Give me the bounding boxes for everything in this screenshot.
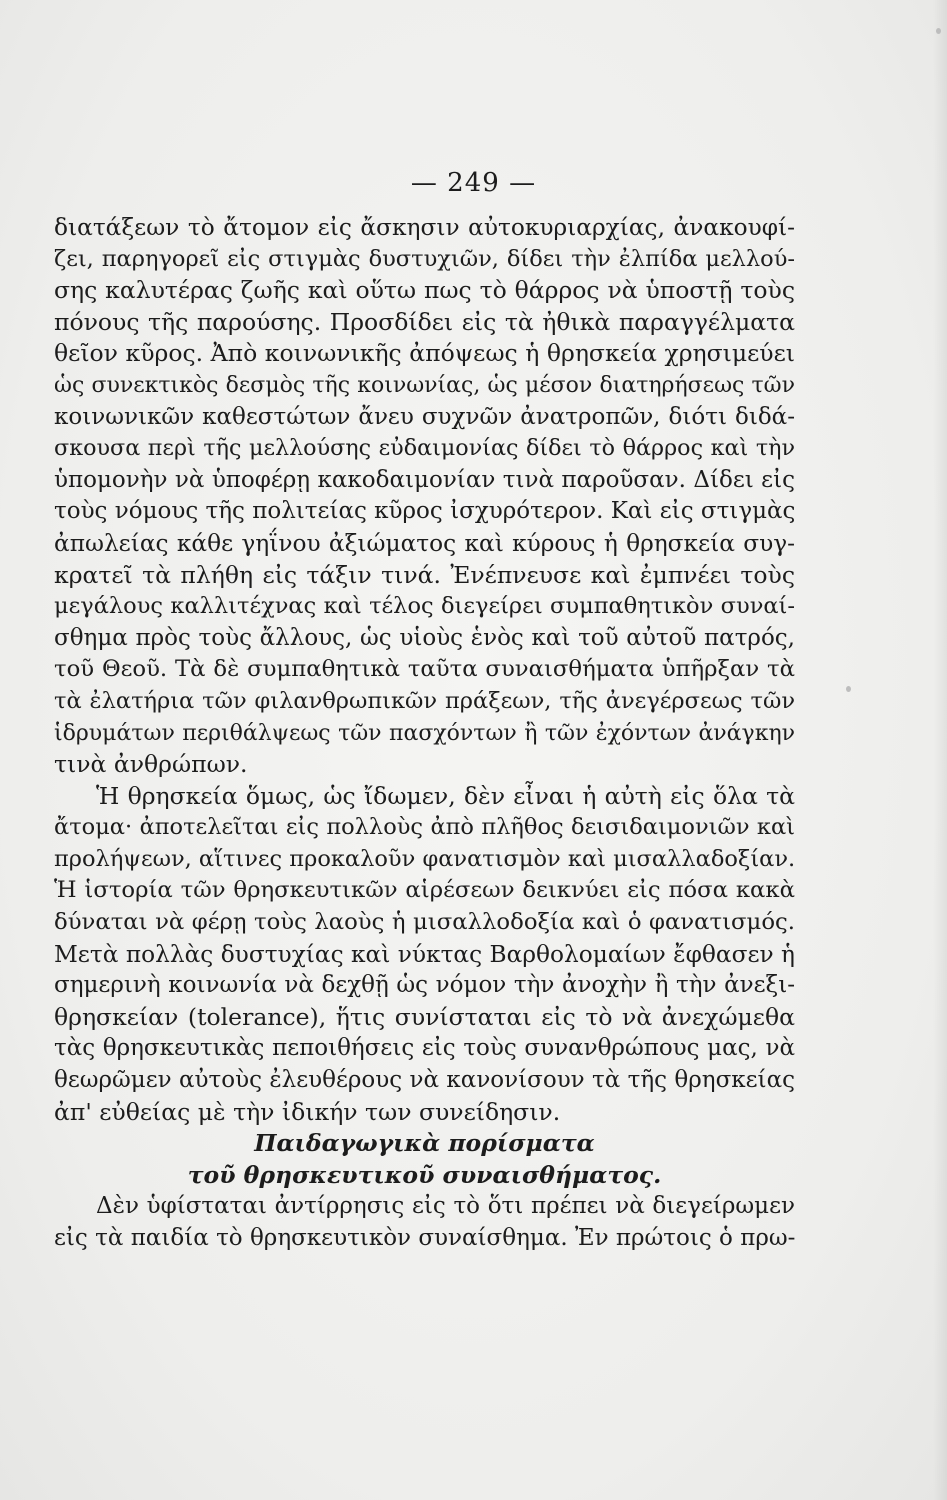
text-line: διατάξεων τὸ ἄτομον εἰς ἄσκησιν αὐτοκυριαρχίας, ἀνακουφί-	[54, 214, 795, 241]
text-line: θεωρῶμεν αὐτοὺς ἐλευθέρους νὰ κανονίσουν τὰ τῆς θρησκείας	[54, 1067, 795, 1094]
text-line: τὰ ἐλατήρια τῶν φιλανθρωπικῶν πράξεων, τῆς ἀνεγέρσεως τῶν	[54, 687, 795, 714]
text-line: πόνους τῆς παρούσης. Προσδίδει εἰς τὰ ἠθικὰ παραγγέλματα	[54, 307, 795, 336]
text-line: προλήψεων, αἵτινες προκαλοῦν φανατισμὸν καὶ μισαλλαδοξίαν.	[54, 845, 796, 872]
text-line: σης καλυτέρας ζωῆς καὶ οὕτω πως τὸ θάρρος νὰ ὑποστῇ τοὺς	[54, 276, 795, 305]
text-line: Δὲν ὑφίσταται ἀντίρρησις εἰς τὸ ὅτι πρέπει νὰ διεγείρωμεν	[96, 1193, 795, 1220]
text-line: Ἡ ἱστορία τῶν θρησκευτικῶν αἱρέσεων δεικνύει εἰς πόσα κακὰ	[54, 877, 795, 904]
paper-speck	[936, 28, 941, 34]
text-line: Μετὰ πολλὰς δυστυχίας καὶ νύκτας Βαρθολομαίων ἔφθασεν ἡ	[54, 940, 795, 968]
text-line: ἄτομα· ἀποτελεῖται εἰς πολλοὺς ἀπὸ πλῆθος δεισιδαιμονιῶν καὶ	[54, 814, 795, 841]
text-line: τοῦ Θεοῦ. Τὰ δὲ συμπαθητικὰ ταῦτα συναισθήματα ὑπῆρξαν τὰ	[54, 656, 795, 683]
text-line: ὑπομονὴν νὰ ὑποφέρῃ κακοδαιμονίαν τινὰ παροῦσαν. Δίδει εἰς	[54, 466, 795, 493]
text-line: δύναται νὰ φέρῃ τοὺς λαοὺς ἡ μισαλλοδοξία καὶ ὁ φανατισμός.	[54, 909, 795, 936]
text-line: κρατεῖ τὰ πλήθη εἰς τάξιν τινά. Ἐνέπνευσε καὶ ἐμπνέει τοὺς	[54, 560, 795, 589]
text-line: ὡς συνεκτικὸς δεσμὸς τῆς κοινωνίας, ὡς μέσον διατηρήσεως τῶν	[54, 372, 795, 398]
paragraph-3	[54, 1191, 795, 1254]
text-line: ἀπωλείας κάθε γηΐνου ἀξιώματος καὶ κύρους ἡ θρησκεία συγ-	[54, 529, 795, 557]
section-heading-line-1: Παιδαγωγικὰ πορίσματα	[254, 1129, 595, 1158]
text-line: κοινωνικῶν καθεστώτων ἄνευ συχνῶν ἀνατροπῶν, διότι διδά-	[54, 403, 795, 430]
text-line: ἀπ' εὐθείας μὲ τὴν ἰδικήν των συνείδησιν.	[54, 1097, 561, 1126]
section-heading-line-2: τοῦ θρησκευτικοῦ συναισθήματος.	[187, 1160, 662, 1189]
text-line: εἰς τὰ παιδία τὸ θρησκευτικὸν συναίσθημα. Ἐν πρώτοις ὁ πρω-	[54, 1225, 796, 1251]
text-line: ἱδρυμάτων περιθάλψεως τῶν πασχόντων ἢ τῶν ἐχόντων ἀνάγκην	[54, 720, 795, 746]
text-line: σημερινὴ κοινωνία νὰ δεχθῇ ὡς νόμον τὴν ἀνοχὴν ἢ τὴν ἀνεξι-	[54, 972, 795, 999]
text-line: σθημα πρὸς τοὺς ἄλλους, ὡς υἱοὺς ἑνὸς καὶ τοῦ αὐτοῦ πατρός,	[54, 624, 795, 651]
paper-speck	[846, 686, 851, 692]
paragraph-1	[54, 212, 795, 781]
text-line: τοὺς νόμους τῆς πολιτείας κῦρος ἰσχυρότερον. Καὶ εἰς στιγμὰς	[54, 498, 796, 525]
section-heading	[54, 1128, 795, 1191]
text-line: θεῖον κῦρος. Ἀπὸ κοινωνικῆς ἀπόψεως ἡ θρησκεία χρησιμεύει	[54, 339, 795, 368]
text-line: θρησκείαν (tolerance), ἥτις συνίσταται εἰς τὸ νὰ ἀνεχώμεθα	[54, 1002, 795, 1031]
text-line: μεγάλους καλλιτέχνας καὶ τέλος διεγείρει συμπαθητικὸν συναί-	[54, 593, 795, 620]
text-line: Ἡ θρησκεία ὅμως, ὡς ἴδωμεν, δὲν εἶναι ἡ αὐτὴ εἰς ὅλα τὰ	[96, 781, 795, 810]
text-line: σκουσα περὶ τῆς μελλούσης εὐδαιμονίας δίδει τὸ θάρρος καὶ τὴν	[54, 435, 795, 462]
text-line: τινὰ ἀνθρώπων.	[54, 750, 248, 779]
page-number: — 249 —	[410, 168, 537, 198]
paragraph-2	[54, 781, 795, 1129]
page-edge-shadow	[933, 0, 947, 1500]
page-body	[54, 212, 795, 1255]
text-line: τὰς θρησκευτικὰς πεποιθήσεις εἰς τοὺς συνανθρώπους μας, νὰ	[54, 1035, 795, 1062]
text-line: ζει, παρηγορεῖ εἰς στιγμὰς δυστυχιῶν, δίδει τὴν ἐλπίδα μελλού-	[54, 245, 795, 272]
